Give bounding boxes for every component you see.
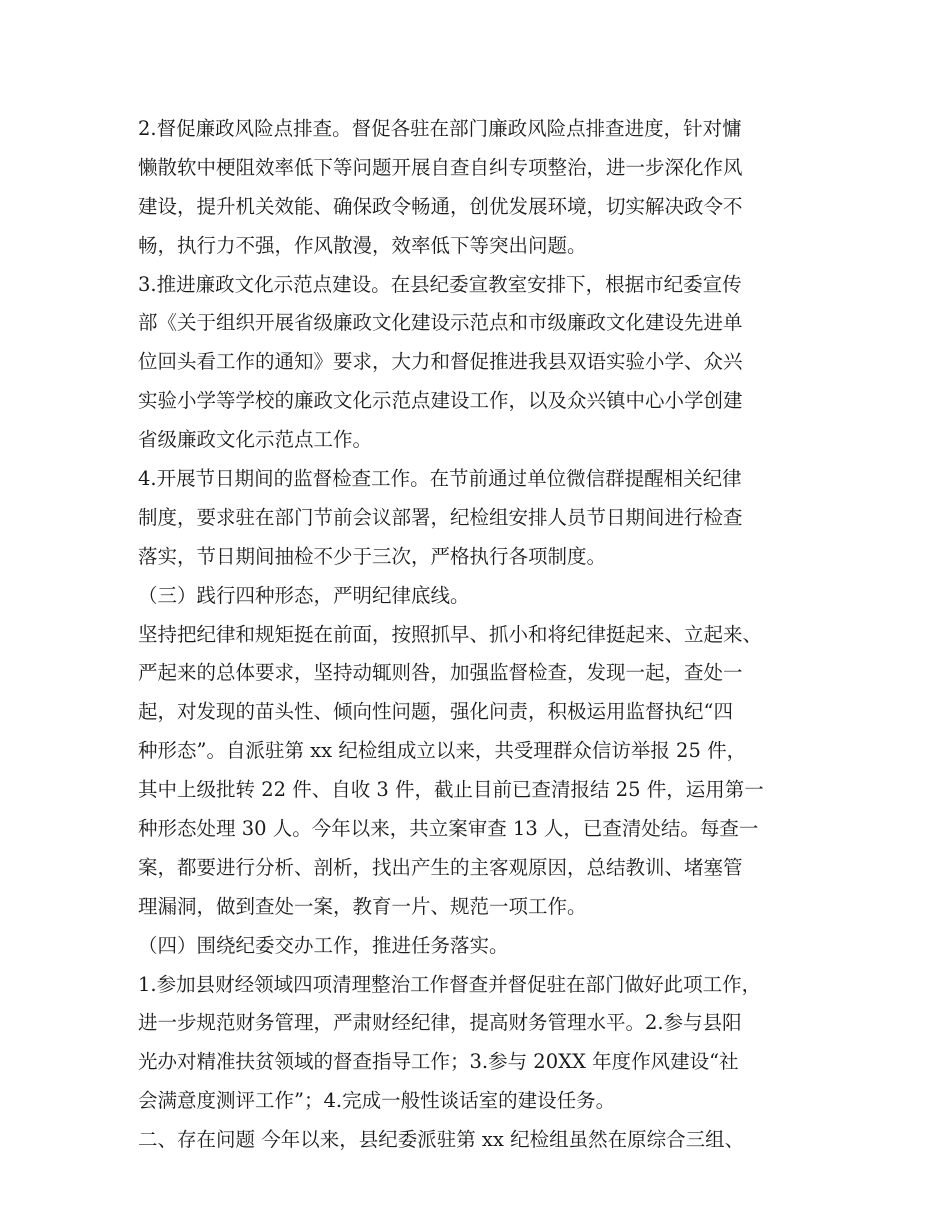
text-line: 建设，提升机关效能、确保政令畅通，创优发展环境，切实解决政令不 xyxy=(138,194,743,218)
text-line: 光办对精准扶贫领域的督查指导工作；3.参与 20XX 年度作风建设“社 xyxy=(138,1050,739,1074)
text-line: 其中上级批转 22 件、自收 3 件，截止目前已查清报结 25 件，运用第一 xyxy=(138,778,764,802)
text-line: 懒散软中梗阻效率低下等问题开展自查自纠专项整治，进一步深化作风 xyxy=(138,155,743,179)
text-line: 二、存在问题 今年以来，县纪委派驻第 xx 纪检组虽然在原综合三组、 xyxy=(138,1128,745,1152)
text-line: 起，对发现的苗头性、倾向性问题，强化问责，积极运用监督执纪“四 xyxy=(138,700,733,724)
text-line: 进一步规范财务管理，严肃财经纪律，提高财务管理水平。2.参与县阳 xyxy=(138,1011,742,1035)
text-line: 3.推进廉政文化示范点建设。在县纪委宣教室安排下，根据市纪委宣传 xyxy=(138,272,742,296)
text-line: 2.督促廉政风险点排查。督促各驻在部门廉政风险点排查进度，针对慵 xyxy=(138,117,742,140)
text-line: 落实，节日期间抽检不少于三次，严格执行各项制度。 xyxy=(138,544,607,568)
document-body xyxy=(138,110,838,1160)
text-line: 坚持把纪律和规矩挺在前面，按照抓早、抓小和将纪律挺起来、立起来、 xyxy=(138,622,763,646)
section-heading: （四）围绕纪委交办工作，推进任务落实。 xyxy=(138,933,509,957)
text-line: 畅，执行力不强，作风散漫，效率低下等突出问题。 xyxy=(138,233,587,257)
text-line: 理漏洞，做到查处一案，教育一片、规范一项工作。 xyxy=(138,894,587,918)
section-heading: （三）践行四种形态，严明纪律底线。 xyxy=(138,583,470,607)
text-line: 案，都要进行分析、剖析，找出产生的主客观原因，总结教训、堵塞管 xyxy=(138,855,743,879)
text-line: 种形态处理 30 人。今年以来，共立案审查 13 人，已查清处结。每查一 xyxy=(138,817,759,841)
text-line: 会满意度测评工作”；4.完成一般性谈话室的建设任务。 xyxy=(138,1089,616,1113)
text-line: 制度，要求驻在部门节前会议部署，纪检组安排人员节日期间进行检查 xyxy=(138,505,743,529)
text-line: 部《关于组织开展省级廉政文化建设示范点和市级廉政文化建设先进单 xyxy=(138,311,743,335)
text-line: 种形态”。自派驻第 xx 纪检组成立以来，共受理群众信访举报 25 件， xyxy=(138,739,747,763)
text-line: 1.参加县财经领域四项清理整治工作督查并督促驻在部门做好此项工作， xyxy=(138,972,762,996)
text-line: 实验小学等学校的廉政文化示范点建设工作，以及众兴镇中心小学创建 xyxy=(138,389,743,413)
text-line: 省级廉政文化示范点工作。 xyxy=(138,428,373,452)
text-line: 4.开展节日期间的监督检查工作。在节前通过单位微信群提醒相关纪律 xyxy=(138,467,742,491)
text-line: 位回头看工作的通知》要求，大力和督促推进我县双语实验小学、众兴 xyxy=(138,350,743,374)
text-line: 严起来的总体要求，坚持动辄则咎，加强监督检查，发现一起，查处一 xyxy=(138,661,743,685)
